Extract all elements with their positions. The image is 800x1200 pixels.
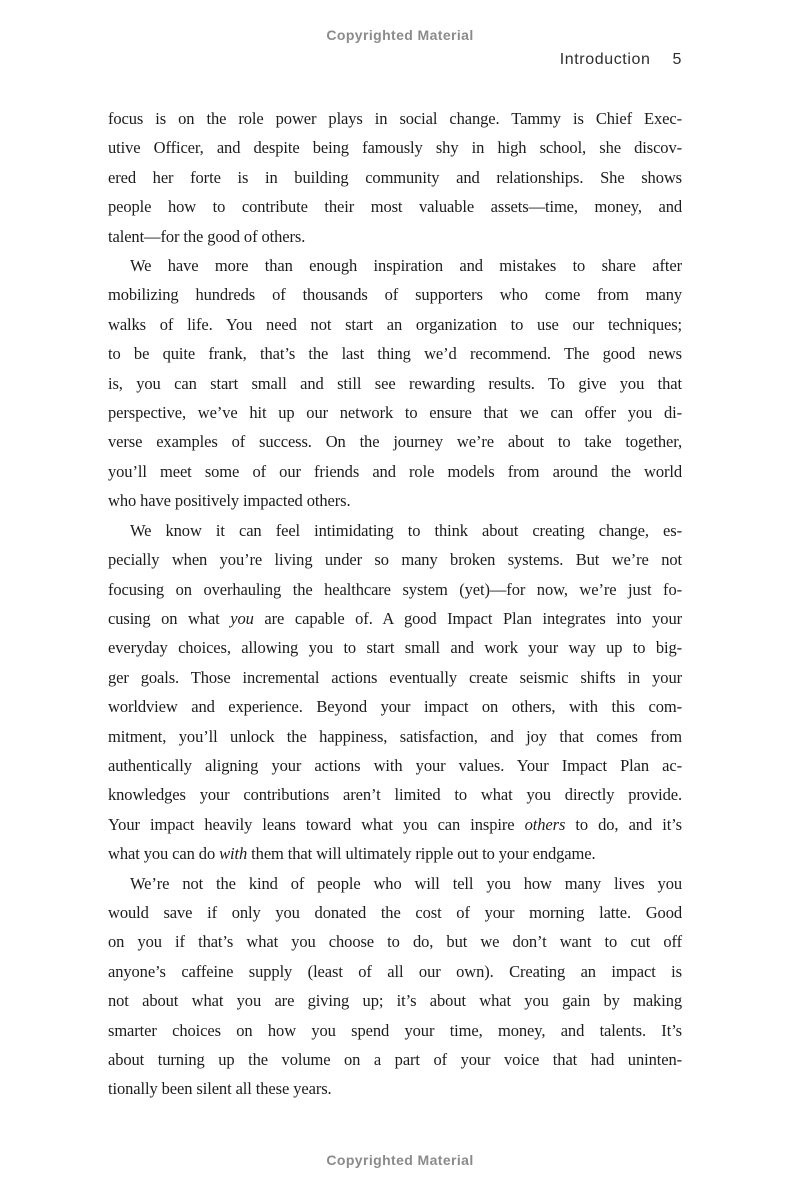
italic-text: you bbox=[230, 608, 254, 628]
text-segment: about turning up the volume on a part of your voice that had uninten- bbox=[108, 1050, 682, 1069]
running-head bbox=[108, 51, 682, 69]
text-line bbox=[108, 280, 682, 309]
paragraph bbox=[108, 104, 682, 251]
text-line bbox=[108, 427, 682, 456]
text-segment: authentically aligning your actions with your values. Your Impact Plan ac- bbox=[108, 755, 682, 775]
text-line bbox=[108, 133, 682, 162]
text-segment: who have positively impacted others. bbox=[108, 491, 351, 511]
text-segment: everyday choices, allowing you to start small and work your way up to big- bbox=[108, 638, 682, 658]
text-line bbox=[108, 810, 682, 839]
text-segment: ger goals. Those incremental actions eventually create seismic shifts in your bbox=[108, 667, 682, 687]
body-text bbox=[108, 104, 682, 1104]
text-line bbox=[108, 869, 682, 898]
text-line bbox=[108, 898, 682, 927]
text-line bbox=[108, 751, 682, 780]
text-segment: focus is on the role power plays in social change. Tammy is Chief Exec- bbox=[108, 109, 682, 128]
text-line bbox=[108, 986, 682, 1015]
text-segment: utive Officer, and despite being famously shy in high school, she discov- bbox=[108, 138, 682, 158]
text-line bbox=[108, 251, 682, 280]
text-segment: is, you can start small and still see rewarding results. To give you that bbox=[108, 373, 682, 393]
text-segment: cusing on what bbox=[108, 608, 231, 628]
text-segment: tionally been silent all these years. bbox=[108, 1079, 332, 1099]
text-segment: focusing on overhauling the healthcare system (yet)—for now, we’re just fo- bbox=[108, 579, 682, 599]
text-segment: mitment, you’ll unlock the happiness, satisfaction, and joy that comes from bbox=[108, 726, 682, 746]
text-segment: perspective, we’ve hit up our network to ensure that we can offer you di- bbox=[108, 403, 682, 423]
text-line bbox=[108, 1016, 682, 1045]
text-segment: We know it can feel intimidating to think about creating change, es- bbox=[130, 520, 682, 540]
text-segment: talent—for the good of others. bbox=[108, 226, 306, 246]
text-line bbox=[108, 163, 682, 192]
text-line bbox=[108, 1074, 682, 1103]
text-line bbox=[108, 927, 682, 956]
paragraph bbox=[108, 516, 682, 869]
text-segment: worldview and experience. Beyond your impact on others, with this com- bbox=[108, 697, 682, 717]
italic-text: others bbox=[524, 814, 566, 834]
paragraph bbox=[108, 251, 682, 516]
text-line bbox=[108, 545, 682, 574]
text-line bbox=[108, 192, 682, 221]
text-line bbox=[108, 516, 682, 545]
text-line bbox=[108, 604, 682, 633]
text-segment: would save if only you donated the cost of your morning latte. Good bbox=[108, 902, 682, 922]
text-segment: walks of life. You need not start an organization to use our techniques; bbox=[108, 314, 682, 334]
text-line bbox=[108, 369, 682, 398]
text-line bbox=[108, 722, 682, 751]
italic-text: with bbox=[219, 844, 248, 864]
text-line bbox=[108, 633, 682, 662]
text-segment: to do, and it’s bbox=[565, 814, 682, 834]
text-line bbox=[108, 957, 682, 986]
text-line bbox=[108, 310, 682, 339]
text-segment: knowledges your contributions aren’t limited to what you directly provide. bbox=[108, 785, 682, 805]
text-line bbox=[108, 104, 682, 133]
text-segment: pecially when you’re living under so many broken systems. But we’re not bbox=[108, 550, 682, 570]
text-line bbox=[108, 398, 682, 427]
text-segment: to be quite frank, that’s the last thing we’d recommend. The good news bbox=[108, 344, 682, 364]
running-head-section: Introduction bbox=[559, 51, 651, 68]
text-segment: are capable of. A good Impact Plan integrates into your bbox=[253, 608, 682, 628]
text-segment: not about what you are giving up; it’s about what you gain by making bbox=[108, 991, 682, 1011]
text-line bbox=[108, 692, 682, 721]
copyright-notice-bottom: Copyrighted Material bbox=[326, 1152, 474, 1168]
text-line bbox=[108, 457, 682, 486]
copyright-notice-top: Copyrighted Material bbox=[326, 27, 474, 43]
text-segment: We have more than enough inspiration and mistakes to share after bbox=[130, 256, 682, 276]
text-line bbox=[108, 339, 682, 368]
text-line bbox=[108, 486, 682, 515]
text-line bbox=[108, 575, 682, 604]
text-segment: you’ll meet some of our friends and role models from around the world bbox=[108, 461, 682, 481]
text-segment: on you if that’s what you choose to do, but we don’t want to cut off bbox=[108, 932, 682, 952]
paragraph bbox=[108, 869, 682, 1104]
text-segment: anyone’s caffeine supply (least of all our own). Creating an impact is bbox=[108, 961, 682, 981]
text-line bbox=[108, 780, 682, 809]
text-segment: what you can do bbox=[108, 844, 220, 864]
text-segment: them that will ultimately ripple out to your endgame. bbox=[247, 844, 596, 864]
text-segment: ered her forte is in building community and relationships. She shows bbox=[108, 167, 682, 187]
text-segment: smarter choices on how you spend your time, money, and talents. It’s bbox=[108, 1020, 682, 1040]
text-line bbox=[108, 663, 682, 692]
text-segment: verse examples of success. On the journey we’re about to take together, bbox=[108, 432, 682, 452]
text-line bbox=[108, 1045, 682, 1074]
text-segment: We’re not the kind of people who will tell you how many lives you bbox=[130, 873, 682, 893]
text-segment: Your impact heavily leans toward what you can inspire bbox=[108, 814, 525, 834]
text-segment: mobilizing hundreds of thousands of supporters who come from many bbox=[108, 285, 682, 305]
text-line bbox=[108, 222, 682, 251]
page-number: 5 bbox=[672, 51, 682, 68]
text-segment: people how to contribute their most valuable assets—time, money, and bbox=[108, 197, 682, 217]
text-line bbox=[108, 839, 682, 868]
